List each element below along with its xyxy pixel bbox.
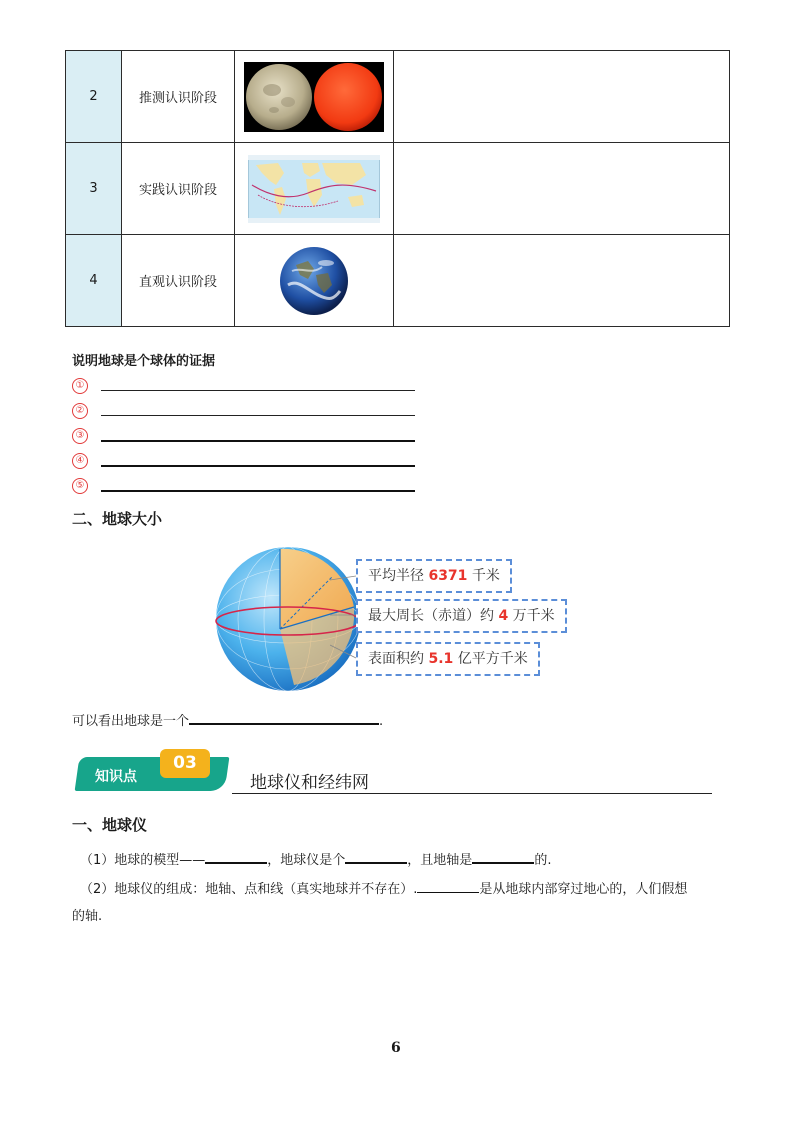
answer-line[interactable] (101, 440, 415, 442)
callout-value: 5.1 (428, 651, 454, 667)
answer-line[interactable] (101, 465, 415, 467)
stage-number: 2 (66, 51, 122, 143)
stage-name: 推测认识阶段 (122, 51, 235, 143)
answer-blank[interactable] (189, 723, 379, 725)
question-1 (80, 849, 551, 868)
answer-cell[interactable] (394, 235, 730, 327)
marker: ② (72, 403, 88, 419)
question-2 (80, 878, 687, 897)
callout-suffix: 万千米 (508, 608, 555, 624)
callout-prefix: 表面积约 (368, 651, 429, 667)
q1-text-a: （1）地球的模型—— (80, 853, 206, 868)
callout-circumference (356, 599, 567, 633)
answer-blank[interactable] (205, 862, 267, 864)
conclusion-prefix: 可以看出地球是一个 (72, 714, 190, 729)
answer-blank[interactable] (472, 862, 534, 864)
answer-line[interactable] (101, 390, 415, 391)
marker: ⑤ (72, 478, 88, 494)
world-voyage-map (248, 155, 380, 223)
earth-from-space (278, 245, 350, 317)
answer-cell[interactable] (394, 143, 730, 235)
stage-name: 实践认识阶段 (122, 143, 235, 235)
q2-text-b: 是从地球内部穿过地心的，人们假想 (479, 882, 688, 897)
callout-surface-area (356, 642, 540, 676)
answer-blank[interactable] (345, 862, 407, 864)
section-heading: 一、地球仪 (72, 816, 148, 834)
callout-value: 4 (498, 608, 509, 624)
knowledge-title: 地球仪和经纬网 (250, 773, 369, 793)
page-number: 6 (391, 1040, 401, 1056)
table-row (66, 235, 730, 327)
callout-value: 6371 (428, 568, 468, 584)
answer-line[interactable] (101, 415, 415, 416)
evidence-item (72, 453, 422, 473)
answer-line[interactable] (101, 490, 415, 492)
conclusion-line (72, 710, 383, 729)
stage-name: 直观认识阶段 (122, 235, 235, 327)
evidence-item (72, 478, 422, 498)
knowledge-tag-label: 知识点 (95, 769, 137, 785)
marker: ① (72, 378, 88, 394)
answer-cell[interactable] (394, 51, 730, 143)
q1-text-d: 的. (534, 853, 552, 868)
callout-suffix: 亿平方千米 (453, 651, 528, 667)
stage-image-cell (235, 51, 394, 143)
question-2-continued: 的轴. (72, 909, 103, 924)
table-row (66, 143, 730, 235)
evidence-item (72, 378, 422, 398)
q1-text-c: ，且地轴是 (407, 853, 473, 868)
knowledge-number: 03 (160, 749, 210, 778)
q2-text-a: （2）地球仪的组成：地轴、点和线（真实地球并不存在）. (80, 882, 418, 897)
stages-table (65, 50, 730, 327)
callout-prefix: 最大周长（赤道）约 (368, 608, 499, 624)
moon-sun-photo (244, 62, 384, 132)
stage-image-cell (235, 235, 394, 327)
title-underline (232, 793, 712, 794)
stage-number: 4 (66, 235, 122, 327)
section-heading: 二、地球大小 (72, 510, 163, 528)
callout-radius (356, 559, 512, 593)
marker: ③ (72, 428, 88, 444)
marker: ④ (72, 453, 88, 469)
stage-image-cell (235, 143, 394, 235)
callout-suffix: 千米 (467, 568, 500, 584)
conclusion-suffix: . (379, 714, 384, 729)
callout-prefix: 平均半径 (368, 568, 429, 584)
evidence-title: 说明地球是个球体的证据 (72, 354, 216, 369)
table-row (66, 51, 730, 143)
stage-number: 3 (66, 143, 122, 235)
evidence-item (72, 428, 422, 448)
answer-blank[interactable] (417, 892, 479, 893)
evidence-item (72, 403, 422, 423)
q1-text-b: ，地球仪是个 (267, 853, 346, 868)
